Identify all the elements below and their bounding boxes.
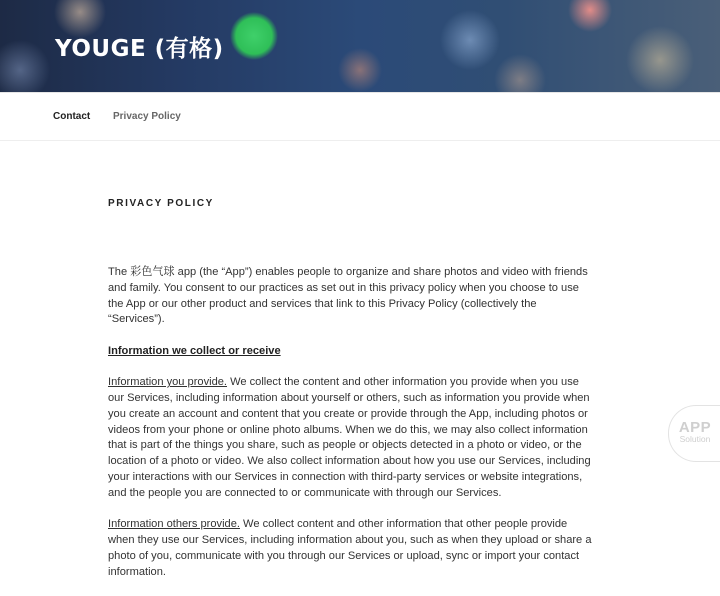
section-heading: Information we collect or receive (108, 344, 281, 357)
info-you-provide-leadin: Information you provide. (108, 376, 228, 389)
header-banner (0, 0, 720, 92)
watermark-solution-text: Solution (679, 434, 711, 444)
page-title: PRIVACY POLICY (108, 198, 214, 209)
info-others-provide-text: We collect content and other information that other people provide when they use our Services, including information about you, such as when they upload or share a photo of you, communicate with you through our Services or upload, sync or import your contact information. (108, 518, 592, 578)
app-solution-watermark (668, 405, 720, 462)
info-you-provide-text: We collect the content and other information you provide when you use our Services, including information about yourself or others, such as information you provide when you create an account and content that you create or provide through the App, including photos or videos from your phone or online photo albums. When we do this, we may also collect information that is part of the things you share, such as people or objects detected in a photo or video, or the location of a photo or video. We also collect information about how you use our Services, including your interactions with our Services in connection with third-party services or website integrations, and the people you are connected to or communicate with through our Services. (108, 376, 591, 499)
nav-item-privacy-policy[interactable]: Privacy Policy (113, 111, 181, 122)
info-others-provide-paragraph (108, 517, 593, 580)
policy-content (108, 265, 593, 596)
main-navigation (0, 92, 720, 141)
nav-item-contact[interactable]: Contact (53, 111, 91, 122)
watermark-app-text: APP (678, 419, 712, 436)
info-you-provide-paragraph (108, 375, 593, 501)
site-title[interactable]: YOUGE (有格) (55, 36, 224, 62)
intro-paragraph: The 彩色气球 app (the “App”) enables people to organize and share photos and video with friends and family. You consent to our practices as set out in this privacy policy when you choose to use the App or our other product and services that link to this Privacy Policy (collectively the “Services”). (108, 266, 588, 326)
info-others-provide-leadin: Information others provide. (108, 518, 240, 531)
